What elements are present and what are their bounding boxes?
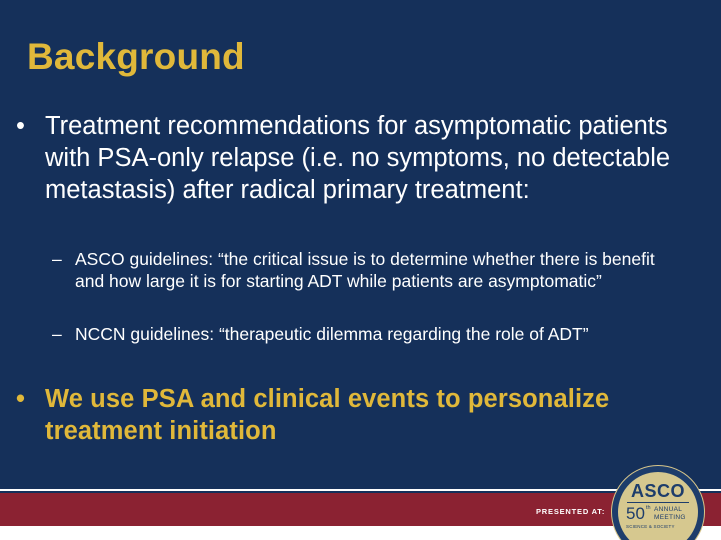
asco-logo-number: 50	[626, 504, 645, 523]
bullet-item-highlight	[16, 383, 696, 447]
slide-title: Background	[27, 36, 245, 77]
sub-bullet-marker: –	[52, 324, 62, 344]
bullet-text: Treatment recommendations for asymptomatic patients with PSA-only relapse (i.e. no symptoms, no detectable metastasis) after radical primary treatment:	[45, 112, 671, 204]
sub-bullet-item	[52, 248, 687, 292]
footer-bottom-strip	[0, 526, 721, 540]
bullet-text: We use PSA and clinical events to personalize treatment initiation	[45, 385, 610, 445]
asco-logo-meeting: MEETING	[654, 514, 686, 521]
asco-logo-suffix: th	[646, 505, 651, 511]
bullet-item	[16, 110, 696, 206]
sub-bullet-item	[52, 323, 687, 345]
sub-bullet-text: NCCN guidelines: “therapeutic dilemma regarding the role of ADT”	[75, 324, 589, 344]
asco-logo-name: ASCO	[630, 481, 685, 501]
sub-bullet-marker: –	[52, 249, 62, 269]
asco-logo	[612, 466, 704, 540]
presented-at-label: PRESENTED AT:	[536, 507, 606, 516]
asco-logo-annual: ANNUAL	[654, 506, 683, 513]
asco-logo-tagline: SCIENCE & SOCIETY	[626, 524, 675, 529]
bullet-marker: •	[16, 112, 25, 140]
sub-bullet-text: ASCO guidelines: “the critical issue is to determine whether there is benefit and how large it is for starting ADT while patients are asymptomatic”	[75, 249, 655, 291]
bullet-marker: •	[16, 385, 25, 413]
asco-logo-rule	[627, 502, 689, 503]
